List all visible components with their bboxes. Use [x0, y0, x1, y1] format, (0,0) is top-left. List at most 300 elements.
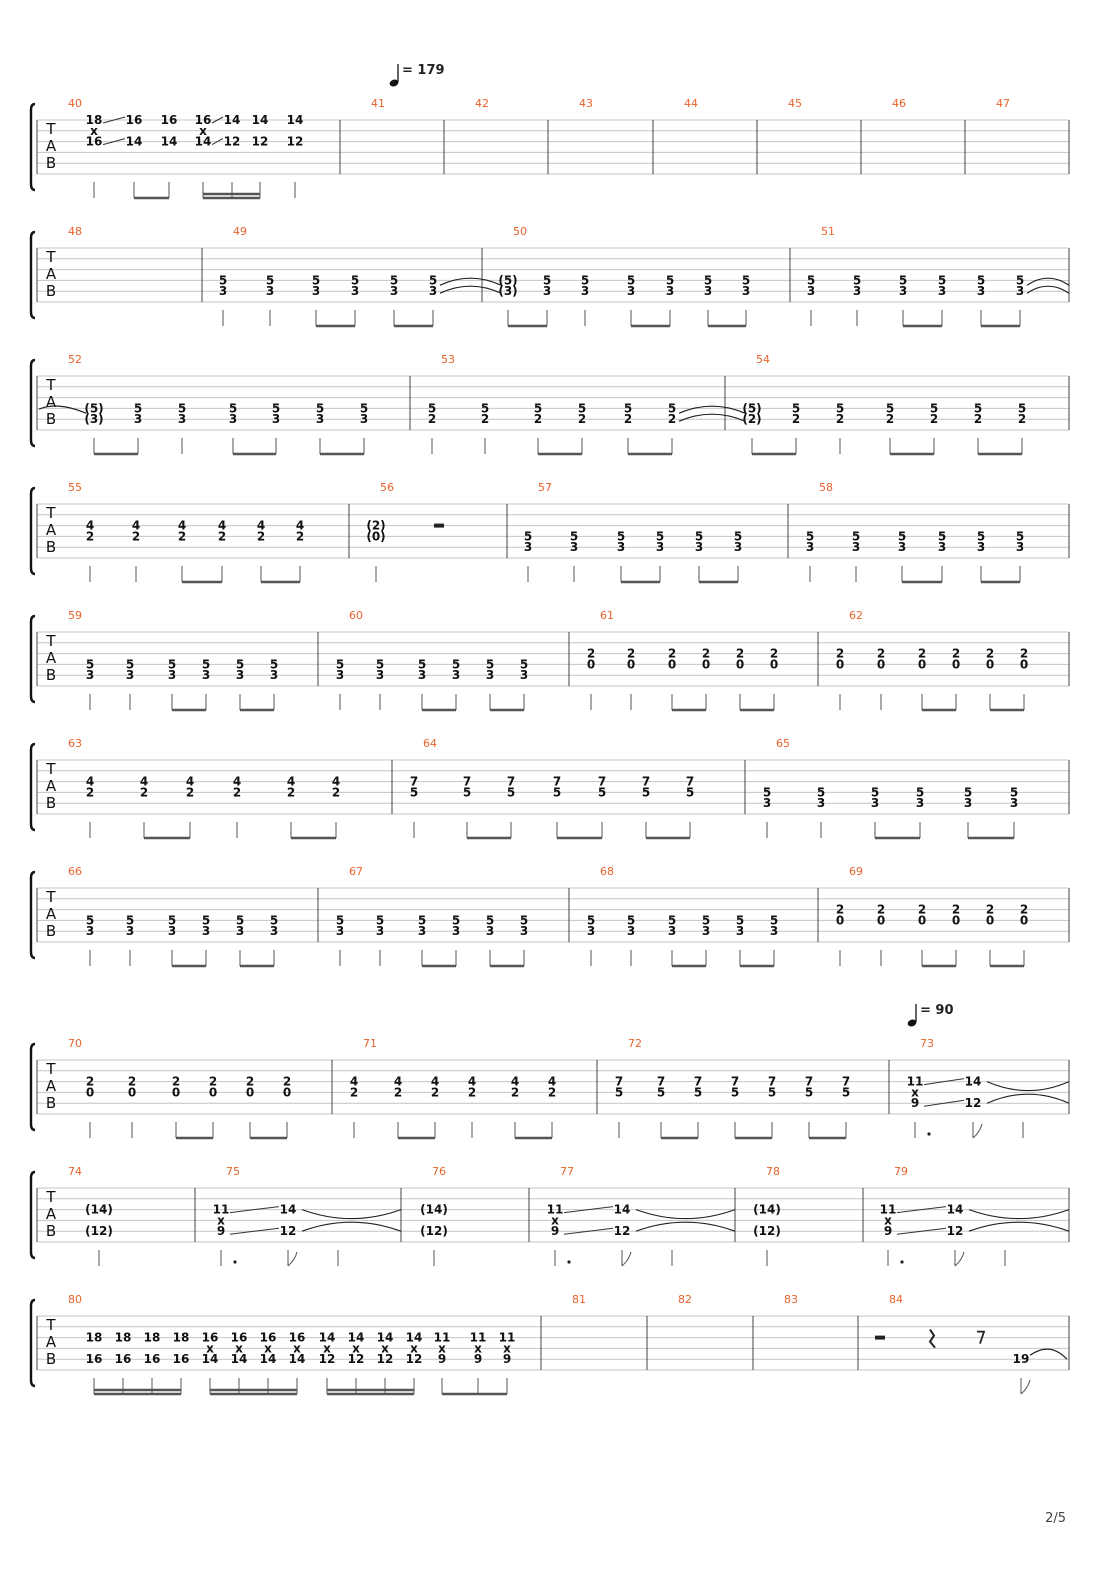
fret-number: 3	[451, 924, 461, 939]
tab-clef-letter: T	[46, 1316, 56, 1334]
fret-number: 5	[417, 657, 427, 672]
fret-number: 5	[641, 785, 651, 800]
fret-number: 0	[735, 657, 745, 672]
bar-number: 56	[380, 481, 394, 494]
system-bracket	[31, 1044, 35, 1130]
tab-clef-letter: A	[45, 137, 57, 155]
bar-number: 80	[68, 1293, 82, 1306]
fret-number: 4	[295, 518, 305, 533]
tie-arc	[679, 406, 745, 413]
fret-number: 3	[976, 540, 986, 555]
fret-number: 16	[143, 1352, 161, 1367]
fret-number: 2	[286, 785, 296, 800]
bar-number: 81	[572, 1293, 586, 1306]
fret-number: 3	[125, 924, 135, 939]
fret-number: 12	[964, 1096, 982, 1111]
fret-number: 3	[311, 284, 321, 299]
fret-number: 2	[835, 646, 845, 661]
fret-number: 7	[641, 774, 651, 789]
fret-number: 2	[791, 412, 801, 427]
fret-number: 5	[359, 401, 369, 416]
fret-number: 9	[216, 1224, 226, 1239]
fret-number: 5	[417, 913, 427, 928]
fret-number: 2	[208, 1074, 218, 1089]
fret-number: 12	[223, 134, 241, 149]
fret-number: 0	[85, 1085, 95, 1100]
fret-number: 5	[852, 273, 862, 288]
fret-number: 5	[1017, 401, 1027, 416]
tab-clef-letter: A	[45, 521, 57, 539]
fret-number: 18	[143, 1330, 161, 1345]
fret-number: 5	[693, 1085, 703, 1100]
fret-number: 2	[185, 785, 195, 800]
fret-number: x	[474, 1341, 482, 1356]
fret-number: (12)	[753, 1224, 781, 1239]
fret-number: 5	[85, 913, 95, 928]
fret-number: 12	[279, 1224, 297, 1239]
fret-number: 5	[552, 785, 562, 800]
fret-number: 2	[1019, 902, 1029, 917]
fret-number: 14	[946, 1202, 964, 1217]
fret-number: 0	[835, 657, 845, 672]
fret-number: 5	[915, 785, 925, 800]
fret-number: 14	[125, 134, 143, 149]
fret-number: 4	[139, 774, 149, 789]
fret-number: 3	[1015, 540, 1025, 555]
fret-number: 12	[251, 134, 269, 149]
bar-number: 50	[513, 225, 527, 238]
fret-number: 3	[269, 924, 279, 939]
fret-number: 3	[269, 668, 279, 683]
system-bracket	[31, 488, 35, 574]
fret-number: 7	[656, 1074, 666, 1089]
tab-clef-letter: A	[45, 1333, 57, 1351]
fret-number: 5	[741, 273, 751, 288]
fret-number: 2	[467, 1085, 477, 1100]
fret-number: 2	[667, 412, 677, 427]
fret-number: 5	[315, 401, 325, 416]
fret-number: 4	[131, 518, 141, 533]
fret-number: 2	[85, 1074, 95, 1089]
fret-number: 5	[898, 273, 908, 288]
fret-number: 5	[451, 913, 461, 928]
fret-number: 9	[883, 1224, 893, 1239]
fret-number: 5	[201, 913, 211, 928]
bar-number: 69	[849, 865, 863, 878]
fret-number: 5	[235, 913, 245, 928]
fret-number: 3	[167, 668, 177, 683]
fret-number: 16	[259, 1330, 277, 1345]
tab-clef-letter: B	[45, 538, 57, 556]
fret-number: 3	[133, 412, 143, 427]
fret-number: 3	[937, 284, 947, 299]
tie-arc	[987, 1094, 1069, 1103]
system-bracket	[31, 360, 35, 446]
tab-clef-letter: A	[45, 905, 57, 923]
fret-number: 16	[114, 1352, 132, 1367]
bar-number: 70	[68, 1037, 82, 1050]
fret-number: 14	[318, 1330, 336, 1345]
dot-mark	[567, 1260, 570, 1263]
fret-number: 5	[870, 785, 880, 800]
tie-arc	[636, 1210, 735, 1219]
fret-number: 2	[295, 529, 305, 544]
fret-number: x	[438, 1341, 446, 1356]
fret-number: 7	[409, 774, 419, 789]
bar-number: 52	[68, 353, 82, 366]
bar-number: 63	[68, 737, 82, 750]
fret-number: 7	[693, 1074, 703, 1089]
fret-number: 4	[430, 1074, 440, 1089]
tab-clef-letter: B	[45, 666, 57, 684]
fret-number: 2	[127, 1074, 137, 1089]
bar-number: 55	[68, 481, 82, 494]
fret-number: 3	[580, 284, 590, 299]
fret-number: 3	[271, 412, 281, 427]
system-bracket	[31, 744, 35, 830]
fret-number: 5	[586, 913, 596, 928]
fret-number: 2	[917, 646, 927, 661]
fret-number: 5	[1015, 273, 1025, 288]
fret-number: 0	[951, 913, 961, 928]
fret-number: 5	[656, 1085, 666, 1100]
tie-arc	[440, 286, 501, 293]
fret-number: 2	[331, 785, 341, 800]
fret-number: 2	[139, 785, 149, 800]
fret-number: 11	[879, 1202, 897, 1217]
fret-number: 9	[502, 1352, 512, 1367]
fret-number: (3)	[84, 412, 104, 427]
fret-number: 5	[616, 529, 626, 544]
tab-clef-letter: B	[45, 1350, 57, 1368]
fret-number: 3	[816, 796, 826, 811]
bar-number: 62	[849, 609, 863, 622]
fret-number: 9	[550, 1224, 560, 1239]
fret-number: (5)	[742, 401, 762, 416]
tie-arc	[679, 414, 745, 421]
fret-number: 3	[201, 924, 211, 939]
tab-clef-letter: A	[45, 1077, 57, 1095]
fret-number: 9	[437, 1352, 447, 1367]
fret-number: x	[293, 1341, 301, 1356]
fret-number: 4	[510, 1074, 520, 1089]
fret-number: 3	[937, 540, 947, 555]
fret-number: 3	[741, 284, 751, 299]
fret-number: x	[911, 1085, 919, 1100]
fret-number: 5	[350, 273, 360, 288]
tab-clef-letter: T	[46, 888, 56, 906]
fret-number: (0)	[366, 529, 386, 544]
tab-clef-letter: B	[45, 1222, 57, 1240]
fret-number: 14	[613, 1202, 631, 1217]
fret-number: 5	[85, 657, 95, 672]
fret-number: 4	[393, 1074, 403, 1089]
fret-number: 5	[665, 273, 675, 288]
fret-number: 12	[286, 134, 304, 149]
tab-clef-letter: T	[46, 120, 56, 138]
bar-number: 78	[766, 1165, 780, 1178]
tab-clef-letter: T	[46, 1060, 56, 1078]
bar-number: 60	[349, 609, 363, 622]
fret-number: 5	[519, 657, 529, 672]
fret-number: 5	[577, 401, 587, 416]
fret-number: 2	[951, 902, 961, 917]
fret-number: 7	[685, 774, 695, 789]
fret-number: 11	[469, 1330, 487, 1345]
fret-number: 3	[1009, 796, 1019, 811]
fret-number: (2)	[366, 518, 386, 533]
tie-arc	[636, 1222, 735, 1231]
fret-number: 5	[542, 273, 552, 288]
note-flag	[288, 1252, 297, 1266]
fret-number: 12	[318, 1352, 336, 1367]
fret-number: 16	[172, 1352, 190, 1367]
fret-number: 2	[533, 412, 543, 427]
bar-number: 73	[920, 1037, 934, 1050]
fret-number: x	[884, 1213, 892, 1228]
fret-number: 5	[451, 657, 461, 672]
fret-number: 5	[623, 401, 633, 416]
tie-arc	[1027, 278, 1069, 285]
bar-number: 65	[776, 737, 790, 750]
dot-mark	[233, 1260, 236, 1263]
fret-number: 16	[194, 113, 212, 127]
fret-number: 3	[417, 924, 427, 939]
bar-number: 82	[678, 1293, 692, 1306]
fret-number: 0	[917, 913, 927, 928]
fret-number: 3	[586, 924, 596, 939]
dot-mark	[900, 1260, 903, 1263]
tie-arc	[302, 1222, 401, 1231]
bar-number: 61	[600, 609, 614, 622]
fret-number: 5	[963, 785, 973, 800]
fret-number: 5	[311, 273, 321, 288]
fret-number: 16	[230, 1330, 248, 1345]
fret-number: 0	[917, 657, 927, 672]
fret-number: 14	[964, 1074, 982, 1089]
fret-number: 2	[985, 646, 995, 661]
fret-number: x	[217, 1213, 225, 1228]
fret-number: x	[323, 1341, 331, 1356]
fret-number: 0	[951, 657, 961, 672]
tab-clef-letter: T	[46, 760, 56, 778]
fret-number: 18	[172, 1330, 190, 1345]
fret-number: 2	[586, 646, 596, 661]
fret-number: 0	[985, 657, 995, 672]
bar-number: 71	[363, 1037, 377, 1050]
fret-number: 11	[498, 1330, 516, 1345]
bar-number: 47	[996, 97, 1010, 110]
fret-number: 3	[485, 924, 495, 939]
fret-number: 2	[547, 1085, 557, 1100]
tab-clef-letter: B	[45, 1094, 57, 1112]
fret-number: 5	[730, 1085, 740, 1100]
system-bracket	[31, 1300, 35, 1386]
fret-number: 3	[626, 924, 636, 939]
fret-number: 5	[409, 785, 419, 800]
fret-number: 3	[851, 540, 861, 555]
fret-number: 5	[667, 913, 677, 928]
fret-number: 5	[167, 913, 177, 928]
fret-number: 2	[217, 529, 227, 544]
fret-number: 14	[230, 1352, 248, 1367]
fret-number: 2	[701, 646, 711, 661]
fret-number: 5	[375, 657, 385, 672]
fret-number: 4	[185, 774, 195, 789]
tab-clef-letter: T	[46, 248, 56, 266]
fret-number: 3	[235, 668, 245, 683]
fret-number: 16	[125, 113, 143, 127]
fret-number: 3	[389, 284, 399, 299]
fret-number: x	[235, 1341, 243, 1356]
fret-number: 5	[523, 529, 533, 544]
fret-number: x	[90, 123, 98, 138]
fret-number: 2	[835, 412, 845, 427]
bar-number: 74	[68, 1165, 82, 1178]
bar-number: 43	[579, 97, 593, 110]
fret-number: 12	[946, 1224, 964, 1239]
bar-number: 72	[628, 1037, 642, 1050]
fret-number: x	[503, 1341, 511, 1356]
note-flag	[973, 1124, 982, 1138]
bar-number: 84	[889, 1293, 903, 1306]
fret-number: 3	[852, 284, 862, 299]
fret-number: 7	[804, 1074, 814, 1089]
fret-number: 2	[667, 646, 677, 661]
note-flag	[1021, 1380, 1030, 1394]
fret-number: 2	[769, 646, 779, 661]
fret-number: 5	[767, 1085, 777, 1100]
fret-number: 9	[910, 1096, 920, 1111]
fret-number: 2	[427, 412, 437, 427]
fret-number: 3	[898, 284, 908, 299]
fret-number: 12	[347, 1352, 365, 1367]
fret-number: 14	[201, 1352, 219, 1367]
tab-clef-letter: B	[45, 154, 57, 172]
fret-number: 5	[265, 273, 275, 288]
fret-number: 2	[480, 412, 490, 427]
tab-clef-letter: T	[46, 1188, 56, 1206]
fret-number: 0	[1019, 913, 1029, 928]
fret-number: 3	[655, 540, 665, 555]
fret-number: 14	[286, 113, 304, 127]
fret-number: 14	[251, 113, 269, 127]
fret-number: 3	[485, 668, 495, 683]
bar-number: 57	[538, 481, 552, 494]
tab-clef-letter: B	[45, 794, 57, 812]
fret-number: 5	[218, 273, 228, 288]
fret-number: 5	[375, 913, 385, 928]
tempo-value: = 90	[920, 1003, 954, 1018]
bar-number: 48	[68, 225, 82, 238]
fret-number: 5	[655, 529, 665, 544]
fret-number: 3	[806, 284, 816, 299]
fret-number: 14	[347, 1330, 365, 1345]
fret-number: x	[352, 1341, 360, 1356]
tab-clef-letter: T	[46, 632, 56, 650]
fret-number: 5	[580, 273, 590, 288]
fret-number: 3	[542, 284, 552, 299]
fret-number: 5	[269, 913, 279, 928]
system-bracket	[31, 232, 35, 318]
bar-number: 54	[756, 353, 770, 366]
fret-number: x	[551, 1213, 559, 1228]
fret-number: 3	[265, 284, 275, 299]
bar-number: 41	[371, 97, 385, 110]
fret-number: 4	[256, 518, 266, 533]
fret-number: 3	[616, 540, 626, 555]
fret-number: 0	[701, 657, 711, 672]
fret-number: 5	[685, 785, 695, 800]
tie-arc	[1030, 1349, 1067, 1359]
fret-number: 5	[929, 401, 939, 416]
fret-number: 5	[485, 657, 495, 672]
fret-number: 5	[519, 913, 529, 928]
note-flag	[955, 1252, 964, 1266]
fret-number: 4	[331, 774, 341, 789]
fret-number: 3	[359, 412, 369, 427]
fret-number: 5	[201, 657, 211, 672]
fret-number: 5	[235, 657, 245, 672]
system-bracket	[31, 872, 35, 958]
fret-number: 3	[417, 668, 427, 683]
fret-number: 3	[735, 924, 745, 939]
fret-number: 4	[232, 774, 242, 789]
fret-number: 16	[288, 1330, 306, 1345]
fret-number: 11	[546, 1202, 564, 1217]
fret-number: 2	[577, 412, 587, 427]
fret-number: 5	[506, 785, 516, 800]
fret-number: 0	[586, 657, 596, 672]
fret-number: 7	[730, 1074, 740, 1089]
dot-mark	[927, 1132, 930, 1135]
fret-number: 9	[473, 1352, 483, 1367]
tab-clef-letter: A	[45, 265, 57, 283]
fret-number: 2	[876, 646, 886, 661]
fret-number: 14	[223, 113, 241, 127]
fret-number: 5	[973, 401, 983, 416]
fret-number: 7	[767, 1074, 777, 1089]
fret-number: 2	[973, 412, 983, 427]
fret-number: 2	[1019, 646, 1029, 661]
tab-clef-letter: B	[45, 410, 57, 428]
tab-clef-letter: A	[45, 649, 57, 667]
fret-number: 11	[433, 1330, 451, 1345]
fret-number: 0	[282, 1085, 292, 1100]
fret-number: 0	[245, 1085, 255, 1100]
fret-number: 3	[315, 412, 325, 427]
fret-number: 5	[228, 401, 238, 416]
fret-number: 2	[177, 529, 187, 544]
note-flag	[622, 1252, 631, 1266]
fret-number: 5	[851, 529, 861, 544]
fret-number: 3	[897, 540, 907, 555]
tempo-value: = 179	[402, 63, 445, 78]
fret-number: 3	[667, 924, 677, 939]
bar-number: 79	[894, 1165, 908, 1178]
fret-number: 12	[613, 1224, 631, 1239]
fret-number: 3	[870, 796, 880, 811]
fret-number: 0	[171, 1085, 181, 1100]
fret-number: 2	[1017, 412, 1027, 427]
fret-number: (12)	[420, 1224, 448, 1239]
fret-number: 7	[841, 1074, 851, 1089]
fret-number: 3	[85, 668, 95, 683]
bar-number: 67	[349, 865, 363, 878]
fret-number: x	[381, 1341, 389, 1356]
fret-number: 5	[177, 401, 187, 416]
fret-number: 0	[769, 657, 779, 672]
